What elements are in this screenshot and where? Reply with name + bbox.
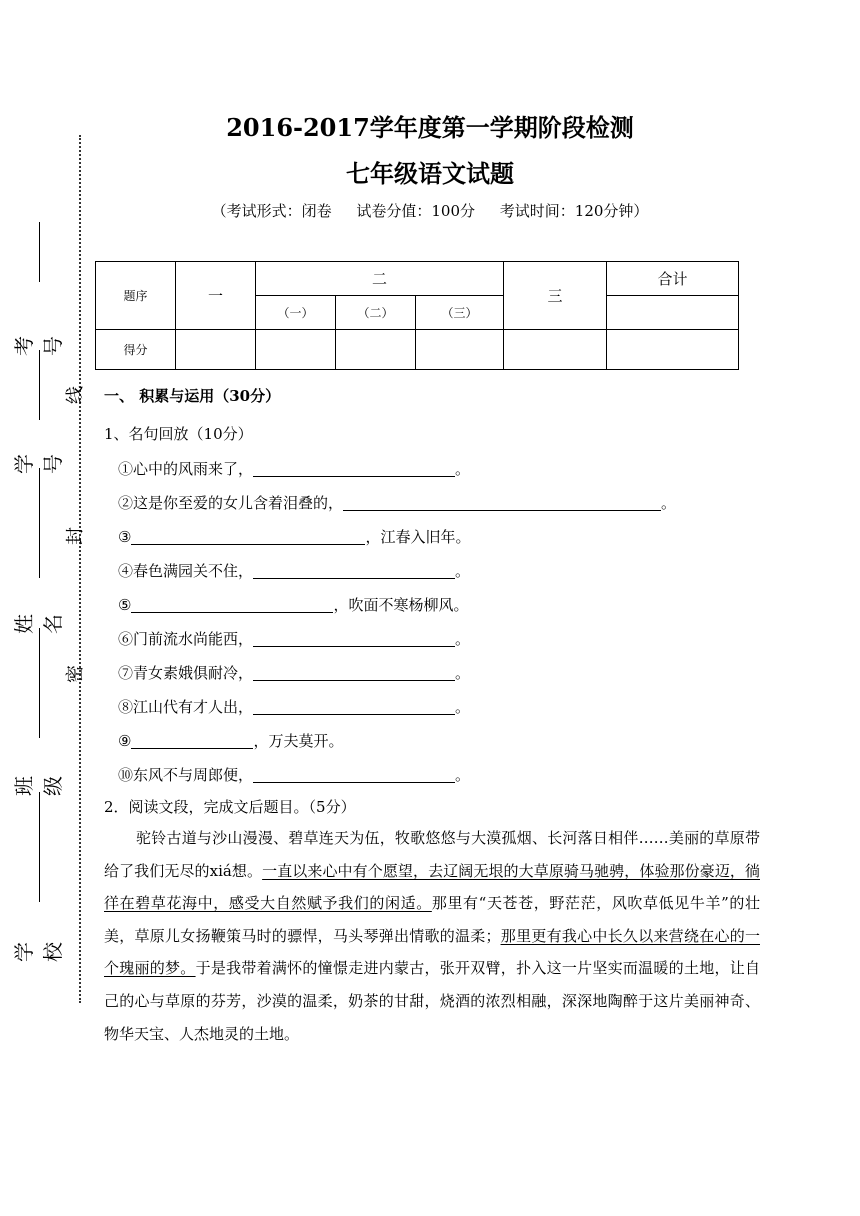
underlined-sentence-2: 那里更有我心中长久以来营绕在心的一个瑰丽的梦。 <box>104 926 760 978</box>
seal-mark-mi: 密 <box>65 665 86 683</box>
score-cell <box>504 330 607 370</box>
exam-title: 2016-2017学年度第一学期阶段检测 <box>226 113 634 142</box>
col-header-1: 一 <box>176 262 256 330</box>
answer-blank <box>131 528 365 545</box>
total-score-blank <box>607 296 739 330</box>
answer-blank <box>253 766 455 783</box>
label-xuehao: 学号 <box>12 454 65 474</box>
label-kaohao: 考号 <box>12 336 65 356</box>
list-item: ⑨ ，万夫莫开。 <box>118 732 344 750</box>
exam-time: 考试时间：120分钟） <box>499 202 649 220</box>
score-cell <box>416 330 504 370</box>
name-line <box>39 468 40 578</box>
list-item: ②这是你至爱的女儿含着泪叠的， 。 <box>118 494 677 512</box>
reading-passage: 驼铃古道与沙山漫漫、碧草连天为伍，牧歌悠悠与大漠孤烟、长河落日相伴……美丽的草原带给了我们无尽的xiá想。一直以来心中有个愿望，去辽阔无垠的大草原骑马驰骋，体验那份豪迈，徜徉在碧草花海中，感受大自然赋予我们的闲适。那里有“天苍苍，野茫茫，风吹草低见牛羊”的壮美，草原儿女扬鞭策马时的骠悍，马头琴弹出情歌的温柔；那里更有我心中长久以来营绕在心的一个瑰丽的梦。于是我带着满怀的憧憬走进内蒙古，张开双臂，扑入这一片坚实而温暖的土地，让自己的心与草原的芬芳，沙漠的温柔，奶茶的甘甜，烧酒的浓烈相融，深深地陶醉于这片美丽神奇、物华天宝、人杰地灵的土地。 <box>104 829 760 1043</box>
col-header-2-sub-3: （三） <box>416 296 504 330</box>
list-item: ⑧江山代有才人出， 。 <box>118 698 471 716</box>
score-cell <box>256 330 336 370</box>
question-1-title: 1、名句回放（10分） <box>104 425 253 443</box>
list-item: ①心中的风雨来了， 。 <box>118 460 471 478</box>
kaohao-line <box>39 222 40 282</box>
score-table <box>95 261 739 370</box>
col-header-2-sub-2: （二） <box>336 296 416 330</box>
col-header-2-sub-1: （一） <box>256 296 336 330</box>
answer-blank <box>253 698 455 715</box>
answer-blank <box>253 562 455 579</box>
xuehao-line <box>39 350 40 420</box>
score-value: 试卷分值：100分 <box>356 202 475 220</box>
binding-dotted-line <box>79 135 81 1003</box>
list-item: ⑥门前流水尚能西， 。 <box>118 630 471 648</box>
exam-format: （考试形式：闭卷 <box>211 202 332 220</box>
list-item: ⑤ ，吹面不寒杨柳风。 <box>118 596 469 614</box>
answer-blank <box>253 460 455 477</box>
seal-mark-xian: 线 <box>65 386 86 404</box>
answer-blank <box>343 494 661 511</box>
answer-blank <box>253 630 455 647</box>
answer-blank <box>131 732 253 749</box>
label-class: 班级 <box>12 776 65 796</box>
question-2-title: 2．阅读文段，完成文后题目。（5分） <box>104 798 356 816</box>
label-school: 学校 <box>12 942 65 962</box>
underlined-sentence-1: 一直以来心中有个愿望，去辽阔无垠的大草原骑马驰骋，体验那份豪迈，徜徉在碧草花海中，感受大自然赋予我们的闲适。 <box>104 861 760 913</box>
exam-subtitle: 七年级语文试题 <box>346 159 514 188</box>
score-cell <box>176 330 256 370</box>
label-name: 姓名 <box>12 614 65 634</box>
col-header-3: 三 <box>504 262 607 330</box>
score-cell <box>607 330 739 370</box>
list-item: ⑩东风不与周郎便， 。 <box>118 766 471 784</box>
row-label-score: 得分 <box>96 330 176 370</box>
list-item: ③ ，江春入旧年。 <box>118 528 471 546</box>
score-cell <box>336 330 416 370</box>
exam-info <box>0 200 860 221</box>
class-line <box>39 628 40 738</box>
col-header-total: 合计 <box>607 262 739 296</box>
answer-blank <box>131 596 333 613</box>
list-item: ⑦青女素娥俱耐冷， 。 <box>118 664 471 682</box>
col-header-2: 二 <box>256 262 504 296</box>
list-item: ④春色满园关不住， 。 <box>118 562 471 580</box>
school-line <box>39 792 40 902</box>
row-label-order: 题序 <box>96 262 176 330</box>
section-heading: 一、 积累与运用（30分） <box>104 387 281 405</box>
seal-mark-feng: 封 <box>65 527 86 545</box>
answer-blank <box>253 664 455 681</box>
